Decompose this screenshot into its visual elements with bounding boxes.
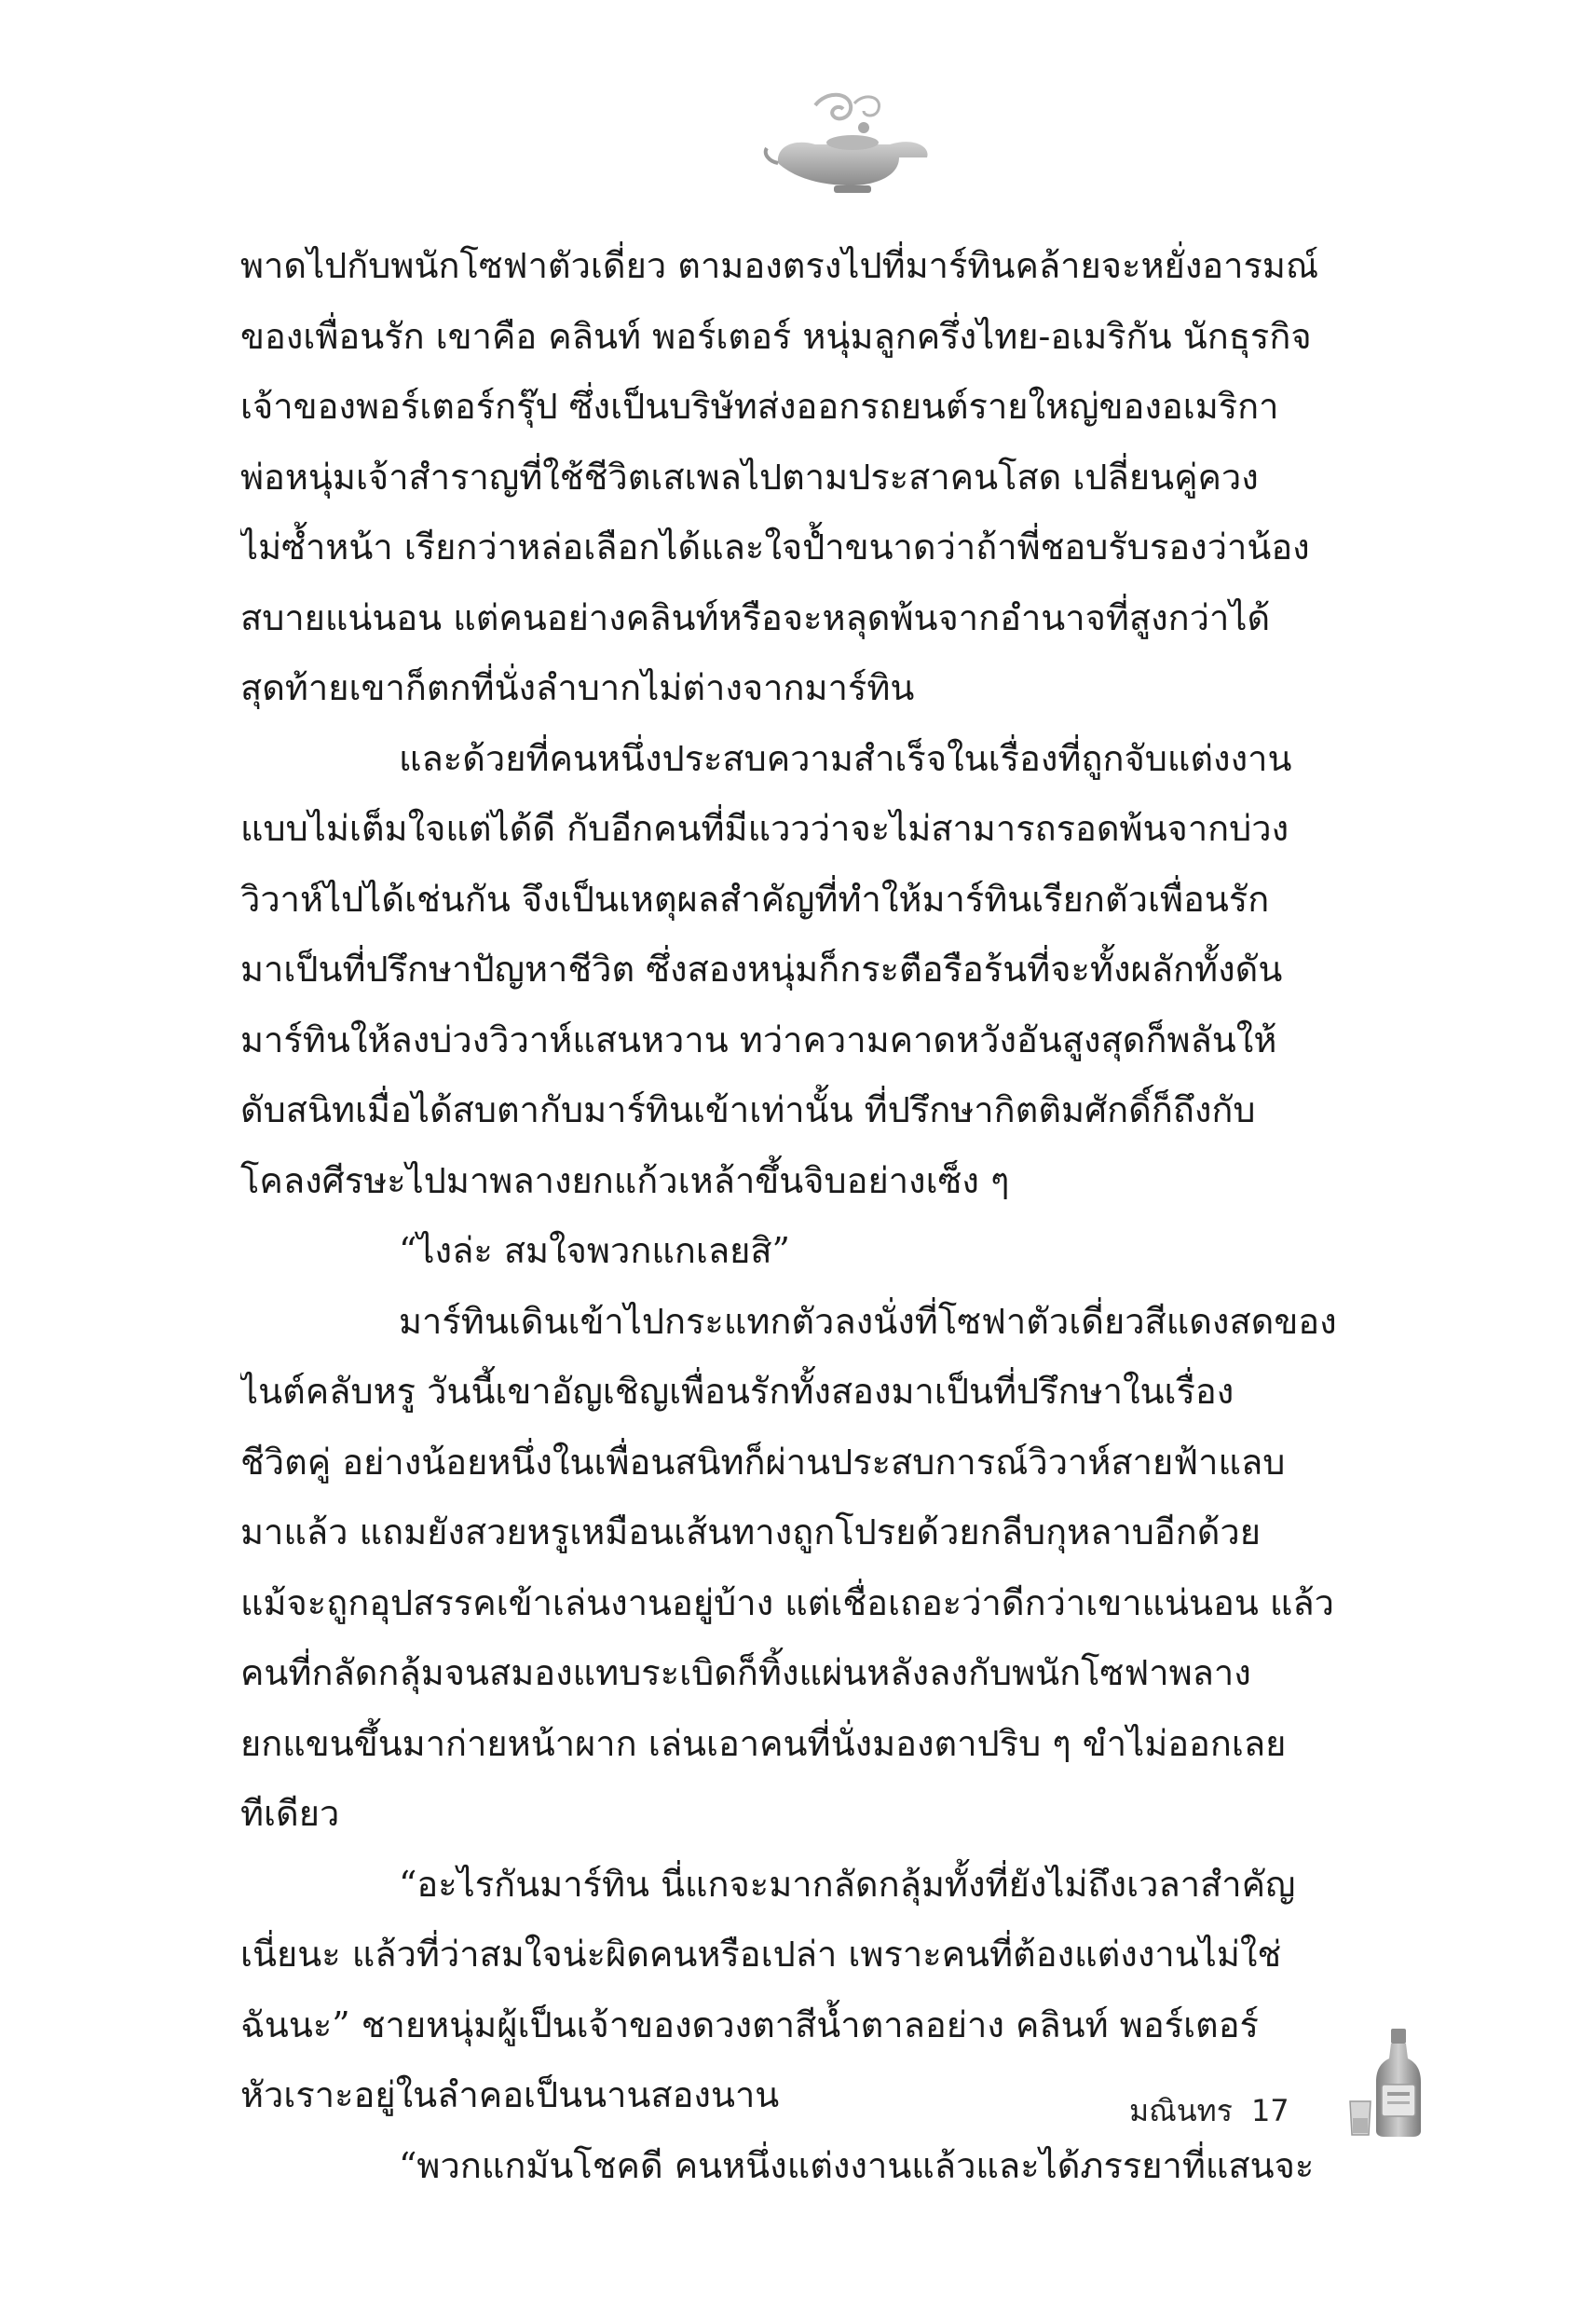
body-line: ชีวิตคู่ อย่างน้อยหนึ่งในเพื่อนสนิทก็ผ่านประสบการณ์วิวาห์สายฟ้าแลบ xyxy=(240,1441,1286,1483)
bottom-emblem xyxy=(1346,2027,1439,2139)
body-line: มาเป็นที่ปรึกษาปัญหาชีวิต ซึ่งสองหนุ่มก็กระตือรือร้นที่จะทั้งผลักทั้งดัน xyxy=(240,949,1283,990)
body-line: พาดไปกับพนักโซฟาตัวเดี่ยว ตามองตรงไปที่มาร์ทินคล้ายจะหยั่งอารมณ์ xyxy=(240,245,1319,286)
body-line: มาร์ทินให้ลงบ่วงวิวาห์แสนหวาน ทว่าความคาดหวังอันสูงสุดก็พลันให้ xyxy=(240,1019,1277,1060)
body-line: โคลงศีรษะไปมาพลางยกแก้วเหล้าขึ้นจิบอย่างเซ็ง ๆ xyxy=(240,1159,1010,1201)
author-name: มณินทร xyxy=(1129,2093,1233,2128)
top-emblem xyxy=(759,89,936,196)
dialogue-line: “พวกแกมันโชคดี คนหนึ่งแต่งงานแล้วและได้ภรรยาที่แสนจะ xyxy=(399,2144,1315,2186)
dialogue-line: “อะไรกันมาร์ทิน นี่แกจะมากลัดกลุ้มทั้งที่ยังไม่ถึงเวลาสำคัญ xyxy=(399,1863,1296,1905)
body-line: มาแล้ว แถมยังสวยหรูเหมือนเส้นทางถูกโปรยด้วยกลีบกุหลาบอีกด้วย xyxy=(240,1511,1262,1552)
body-line: ทีเดียว xyxy=(240,1793,340,1834)
body-line: ฉันนะ” ชายหนุ่มผู้เป็นเจ้าของดวงตาสีน้ำตาลอย่าง คลินท์ พอร์เตอร์ xyxy=(240,2003,1259,2045)
liquor-bottle-icon xyxy=(1346,2027,1439,2139)
magic-lamp-icon xyxy=(759,89,936,196)
paragraph-start-line: และด้วยที่คนหนึ่งประสบความสำเร็จในเรื่องที่ถูกจับแต่งงาน xyxy=(399,737,1292,779)
body-line: ยกแขนขึ้นมาก่ายหน้าผาก เล่นเอาคนที่นั่งมองตาปริบ ๆ ขำไม่ออกเลย xyxy=(240,1722,1287,1764)
body-text xyxy=(240,231,1414,2201)
body-line: หัวเราะอยู่ในลำคอเป็นนานสองนาน xyxy=(240,2074,780,2115)
paragraph-start-line: มาร์ทินเดินเข้าไปกระแทกตัวลงนั่งที่โซฟาตัวเดี่ยวสีแดงสดของ xyxy=(399,1300,1337,1342)
body-line: ของเพื่อนรัก เขาคือ คลินท์ พอร์เตอร์ หนุ่มลูกครึ่งไทย-อเมริกัน นักธุรกิจ xyxy=(240,315,1312,357)
body-line: เนี่ยนะ แล้วที่ว่าสมใจน่ะผิดคนหรือเปล่า เพราะคนที่ต้องแต่งงานไม่ใช่ xyxy=(240,1934,1282,1975)
body-line: แบบไม่เต็มใจแต่ได้ดี กับอีกคนที่มีแววว่าจะไม่สามารถรอดพ้นจากบ่วง xyxy=(240,808,1289,849)
body-line: สบายแน่นอน แต่คนอย่างคลินท์หรือจะหลุดพ้นจากอำนาจที่สูงกว่าได้ xyxy=(240,596,1271,638)
body-line: ไม่ซ้ำหน้า เรียกว่าหล่อเลือกได้และใจป้ำขนาดว่าถ้าพี่ชอบรับรองว่าน้อง xyxy=(240,526,1310,567)
dialogue-line: “ไงล่ะ สมใจพวกแกเลยสิ” xyxy=(399,1230,790,1271)
page-footer xyxy=(1129,2087,1289,2135)
body-line: พ่อหนุ่มเจ้าสำราญที่ใช้ชีวิตเสเพลไปตามประสาคนโสด เปลี่ยนคู่ควง xyxy=(240,456,1259,498)
body-line: วิวาห์ไปได้เช่นกัน จึงเป็นเหตุผลสำคัญที่ทำให้มาร์ทินเรียกตัวเพื่อนรัก xyxy=(240,878,1270,920)
body-line: แม้จะถูกอุปสรรคเข้าเล่นงานอยู่บ้าง แต่เชื่อเถอะว่าดีกว่าเขาแน่นอน แล้ว xyxy=(240,1581,1334,1623)
body-line: ดับสนิทเมื่อได้สบตากับมาร์ทินเข้าเท่านั้น ที่ปรึกษากิตติมศักดิ์ก็ถึงกับ xyxy=(240,1089,1256,1130)
body-line: คนที่กลัดกลุ้มจนสมองแทบระเบิดก็ทิ้งแผ่นหลังลงกับพนักโซฟาพลาง xyxy=(240,1652,1251,1693)
body-line: ไนต์คลับหรู วันนี้เขาอัญเชิญเพื่อนรักทั้งสองมาเป็นที่ปรึกษาในเรื่อง xyxy=(240,1371,1235,1412)
body-line: เจ้าของพอร์เตอร์กรุ๊ป ซึ่งเป็นบริษัทส่งออกรถยนต์รายใหญ่ของอเมริกา xyxy=(240,386,1279,427)
body-line: สุดท้ายเขาก็ตกที่นั่งลำบากไม่ต่างจากมาร์ทิน xyxy=(240,667,915,708)
page-number: 17 xyxy=(1250,2093,1289,2128)
